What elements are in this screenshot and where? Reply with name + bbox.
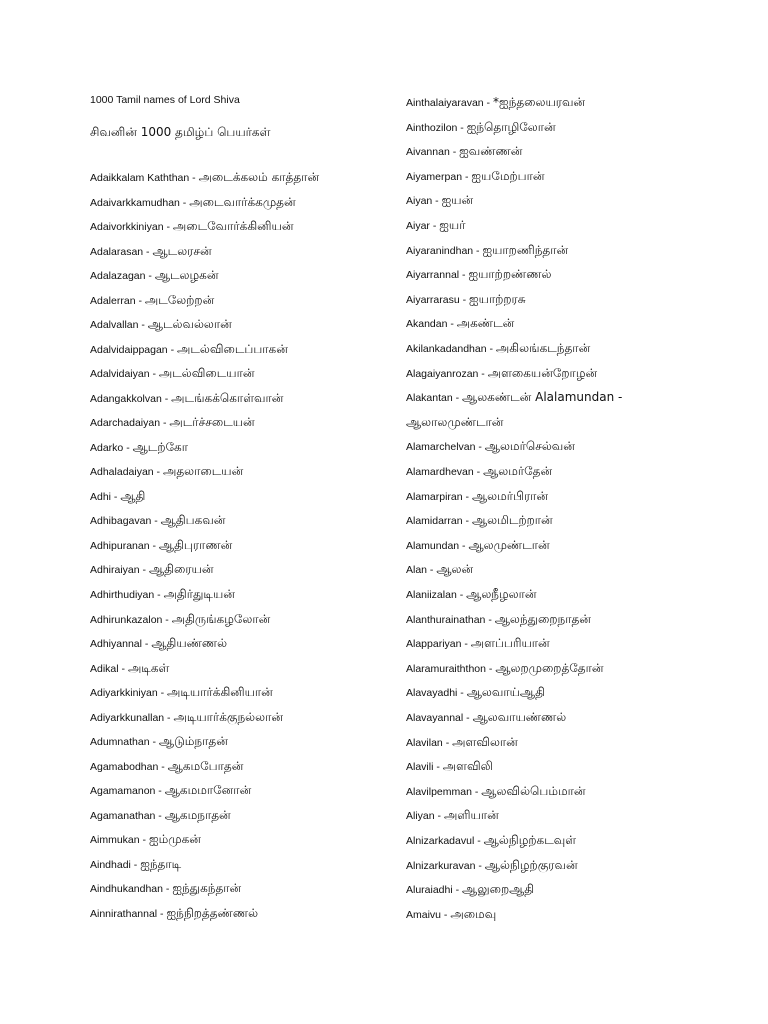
name-entry bbox=[90, 267, 218, 284]
latin-name: Adalvidaiyan bbox=[90, 368, 150, 381]
tamil-name: ஐந்தொழிலோன் bbox=[466, 119, 556, 134]
separator: - bbox=[452, 392, 463, 405]
separator: - bbox=[441, 908, 451, 921]
tamil-name: ஆலமர்செல்வன் bbox=[484, 439, 575, 454]
separator: - bbox=[158, 760, 168, 773]
tamil-name: ஐயாற்றரசு bbox=[469, 291, 526, 306]
tamil-name: ஆதியண்ணல் bbox=[151, 636, 228, 651]
latin-name: Alanthurainathan bbox=[406, 613, 486, 626]
separator: - bbox=[429, 220, 440, 232]
tamil-name: அளியான் bbox=[443, 808, 499, 823]
name-entry bbox=[90, 905, 258, 922]
tamil-name: அளகையன்றோழன் bbox=[487, 365, 598, 380]
tamil-name: ஐந்தாடி bbox=[140, 856, 182, 871]
tamil-name: ஐம்முகன் bbox=[148, 832, 201, 847]
separator: - bbox=[151, 515, 161, 528]
tamil-name: அடைவார்க்கமுதன் bbox=[189, 194, 296, 209]
name-entry bbox=[90, 561, 213, 578]
separator: - bbox=[432, 195, 442, 208]
separator: - bbox=[473, 466, 484, 478]
name-entry bbox=[90, 316, 232, 333]
name-entry bbox=[90, 782, 251, 799]
tamil-name: அளவிலான் bbox=[452, 734, 518, 749]
tamil-name: அடலேற்றன் bbox=[144, 292, 215, 307]
separator: - bbox=[118, 662, 128, 675]
latin-name: Adangakkolvan bbox=[90, 392, 162, 405]
separator: - bbox=[157, 907, 167, 920]
name-entry bbox=[90, 439, 188, 456]
latin-name: Alamarpiran bbox=[406, 490, 463, 503]
latin-name: Alamundan bbox=[406, 539, 460, 552]
tamil-name: அடைவோர்க்கினியன் bbox=[172, 219, 294, 234]
latin-name: Alaniizalan bbox=[406, 589, 457, 601]
separator: - bbox=[149, 539, 159, 552]
separator: - bbox=[138, 319, 148, 332]
latin-name: Aiyarrannal bbox=[406, 269, 460, 282]
name-entry bbox=[90, 733, 228, 750]
tamil-name: ஆலந்துறைநாதன் bbox=[494, 611, 591, 626]
name-entry bbox=[406, 807, 499, 824]
separator: - bbox=[163, 221, 173, 234]
latin-name: Adhipuranan bbox=[90, 539, 150, 552]
separator: - bbox=[162, 613, 172, 626]
name-entry bbox=[406, 217, 465, 234]
latin-name: Aiyarrarasu bbox=[406, 293, 460, 306]
name-entry bbox=[406, 438, 575, 455]
name-entry bbox=[406, 537, 550, 554]
separator: - bbox=[145, 270, 155, 283]
name-entry bbox=[90, 390, 283, 407]
tamil-name: ஆடலரசன் bbox=[152, 243, 212, 258]
separator: - bbox=[149, 736, 159, 749]
latin-name: Adumnathan bbox=[90, 736, 150, 749]
tamil-name: ஆலுறைஆதி bbox=[462, 882, 535, 897]
latin-name: Adaivarkkamudhan bbox=[90, 196, 180, 209]
name-entry bbox=[406, 660, 604, 677]
tamil-name: ஐயன் bbox=[441, 193, 474, 208]
separator: - bbox=[471, 785, 482, 798]
tamil-name: அடிகள் bbox=[127, 660, 170, 675]
separator: - bbox=[461, 638, 471, 651]
latin-name: Adhaladaiyan bbox=[90, 466, 154, 479]
latin-name: Adalarasan bbox=[90, 245, 144, 258]
separator: - bbox=[449, 146, 460, 159]
name-entry bbox=[90, 831, 201, 848]
tamil-name: அமைவு bbox=[450, 906, 497, 921]
tamil-name: அகண்டன் bbox=[456, 316, 515, 331]
separator: - bbox=[483, 97, 493, 109]
tamil-name: அடங்கக்கொள்வான் bbox=[171, 390, 284, 405]
separator: - bbox=[434, 810, 444, 823]
tamil-name: ஆலாலமுண்டான் bbox=[406, 414, 504, 429]
latin-name: Akandan bbox=[406, 318, 448, 331]
name-entry bbox=[406, 684, 545, 701]
tamil-name: *ஐந்தலையரவன் bbox=[492, 95, 586, 109]
tamil-name: ஐந்துகந்தான் bbox=[172, 881, 242, 896]
name-entry bbox=[90, 586, 235, 603]
name-entry bbox=[406, 168, 544, 185]
name-entry bbox=[406, 857, 578, 874]
tamil-name: ஆடற்கோ bbox=[132, 439, 188, 454]
name-entry bbox=[406, 709, 566, 726]
separator: - bbox=[123, 441, 133, 454]
name-entry bbox=[406, 389, 622, 406]
separator: - bbox=[459, 269, 469, 282]
tamil-name: ஆலறமுறைத்தோன் bbox=[495, 660, 604, 675]
name-entry bbox=[406, 242, 568, 259]
latin-name: Ainthalaiyaravan bbox=[406, 97, 484, 109]
latin-name: Adalvidaippagan bbox=[90, 343, 168, 356]
tamil-name: அடியார்க்கினியான் bbox=[167, 685, 273, 700]
tamil-name: ஆலவாயண்ணல் bbox=[472, 710, 567, 724]
latin-name: Adalerran bbox=[90, 294, 136, 307]
name-entry bbox=[90, 169, 319, 186]
tamil-name: ஆதிபகவன் bbox=[160, 513, 226, 528]
tamil-name: ஆல்நிழற்குரவன் bbox=[484, 857, 578, 872]
latin-name: Aiyan bbox=[406, 195, 433, 208]
name-entry bbox=[406, 315, 514, 332]
separator: - bbox=[486, 343, 496, 355]
latin-name: Adiyarkkunallan bbox=[90, 711, 165, 724]
latin-name: Alavayadhi bbox=[406, 687, 458, 700]
latin-name: Aimmukan bbox=[90, 834, 140, 847]
name-entry bbox=[406, 340, 590, 357]
separator: - bbox=[164, 711, 174, 724]
tamil-name: ஐயாற்றண்ணல் bbox=[468, 267, 552, 282]
latin-name: Alavilpemman bbox=[406, 785, 472, 798]
latin-name: Adhirthudiyan bbox=[90, 589, 155, 601]
latin-name: Aluraiadhi bbox=[406, 884, 453, 897]
latin-name: Alamardhevan bbox=[406, 466, 474, 478]
latin-name: Aivannan bbox=[406, 146, 450, 159]
separator: - bbox=[153, 466, 163, 479]
separator: - bbox=[475, 441, 485, 454]
latin-name: Adarchadaiyan bbox=[90, 417, 161, 430]
latin-name: Adalvallan bbox=[90, 319, 139, 332]
tamil-name: ஆலவில்பெம்மான் bbox=[481, 783, 586, 798]
tamil-name: ஆல்நிழற்கடவுள் bbox=[483, 833, 577, 847]
separator: - bbox=[135, 294, 145, 307]
name-entry bbox=[406, 611, 591, 628]
separator: - bbox=[167, 343, 177, 356]
separator: - bbox=[459, 293, 470, 306]
separator: - bbox=[111, 490, 121, 503]
separator: - bbox=[157, 687, 168, 700]
separator: - bbox=[130, 858, 141, 871]
separator: - bbox=[447, 318, 457, 331]
latin-name: Aiyamerpan bbox=[406, 170, 463, 183]
latin-name: Adiyarkkiniyan bbox=[90, 687, 158, 700]
name-entry bbox=[90, 463, 243, 480]
latin-name: Adhi bbox=[90, 490, 112, 503]
name-entry bbox=[90, 758, 243, 775]
latin-name: Aindhadi bbox=[90, 858, 131, 871]
separator: - bbox=[179, 196, 190, 209]
name-entry bbox=[406, 365, 597, 382]
tamil-name: அளவிலி bbox=[442, 759, 493, 774]
name-entry bbox=[90, 611, 270, 628]
latin-name: Alagaiyanrozan bbox=[406, 367, 479, 380]
tamil-name: அதிர்துடியன் bbox=[163, 587, 235, 601]
separator: - bbox=[485, 613, 495, 626]
latin-name: Alavayannal bbox=[406, 712, 464, 724]
name-entry bbox=[406, 119, 556, 136]
latin-name: Adikal bbox=[90, 662, 119, 675]
separator: - bbox=[478, 367, 488, 380]
name-entry bbox=[90, 660, 169, 677]
name-entry bbox=[406, 291, 526, 308]
document-title: 1000 Tamil names of Lord Shiva bbox=[90, 94, 240, 106]
separator: - bbox=[154, 589, 164, 601]
latin-name: Alnizarkadavul bbox=[406, 835, 475, 847]
tamil-name: ஆலமர்தேன் bbox=[483, 464, 553, 478]
separator: - bbox=[139, 564, 149, 577]
name-entry bbox=[406, 906, 496, 923]
latin-name: Aliyan bbox=[406, 810, 435, 823]
separator: - bbox=[155, 809, 165, 822]
tamil-name: ஆலமுண்டான் bbox=[468, 537, 550, 552]
latin-name: Ainthozilon bbox=[406, 121, 458, 134]
separator: - bbox=[462, 515, 472, 528]
name-entry bbox=[90, 194, 296, 211]
latin-name: Aindhukandhan bbox=[90, 883, 163, 896]
latin-name: Adhirunkazalon bbox=[90, 613, 163, 626]
name-entry bbox=[90, 341, 288, 358]
tamil-name: ஐந்நிறத்தண்ணல் bbox=[166, 905, 259, 920]
separator: - bbox=[161, 392, 172, 405]
tamil-name: ஆலமிடற்றான் bbox=[471, 513, 553, 528]
separator: - bbox=[462, 490, 472, 503]
latin-name: Adaivorkkiniyan bbox=[90, 221, 164, 234]
name-entry bbox=[406, 414, 503, 431]
name-entry bbox=[90, 537, 232, 554]
separator: - bbox=[189, 172, 199, 184]
separator: - bbox=[459, 539, 469, 552]
tamil-name: அதலாடையன் bbox=[162, 464, 244, 479]
separator: - bbox=[162, 883, 173, 896]
name-entry bbox=[90, 243, 212, 260]
name-entry bbox=[90, 488, 145, 505]
tamil-name: ஆலநீழலான் bbox=[466, 587, 537, 601]
latin-name: Ainnirathannal bbox=[90, 907, 158, 920]
name-entry bbox=[406, 832, 576, 849]
name-entry bbox=[406, 561, 473, 578]
separator: - bbox=[485, 662, 496, 675]
latin-name: Alavili bbox=[406, 761, 434, 774]
name-entry bbox=[406, 463, 552, 480]
latin-name: Agamanathan bbox=[90, 809, 156, 822]
tamil-name: ஐவண்ணன் bbox=[459, 144, 523, 159]
tamil-name: அதிருங்கழலோன் bbox=[171, 611, 271, 626]
name-entry bbox=[90, 807, 231, 824]
separator: - bbox=[474, 835, 484, 847]
name-entry bbox=[90, 709, 283, 726]
latin-name: Agamamanon bbox=[90, 785, 156, 798]
separator: - bbox=[139, 834, 149, 847]
name-entry bbox=[406, 635, 550, 652]
tamil-name: ஆடும்நாதன் bbox=[158, 734, 228, 749]
tamil-name: ஐயர் bbox=[439, 218, 466, 232]
tamil-name: ஐயமேற்பான் bbox=[471, 168, 545, 183]
tamil-name: ஆகமநாதன் bbox=[164, 807, 231, 822]
name-entry bbox=[90, 512, 225, 529]
tamil-name: ஆடல்வல்லான் bbox=[147, 317, 232, 332]
name-entry bbox=[90, 856, 181, 873]
name-entry bbox=[406, 266, 552, 283]
tamil-name: ஐயாறணிந்தான் bbox=[482, 242, 569, 257]
separator: - bbox=[442, 736, 453, 749]
tamil-name: ஆதிரையன் bbox=[148, 562, 214, 577]
name-entry bbox=[90, 365, 255, 382]
separator: - bbox=[473, 244, 483, 257]
tamil-name: அடல்விடையான் bbox=[158, 366, 255, 381]
latin-name: Adhiyannal bbox=[90, 638, 142, 651]
name-entry bbox=[90, 880, 241, 897]
name-entry bbox=[406, 512, 553, 529]
latin-name: Adhibagavan bbox=[90, 515, 152, 528]
latin-name: Aiyaranindhan bbox=[406, 244, 474, 257]
tamil-name: அடர்ச்சடையன் bbox=[169, 415, 255, 430]
name-entry bbox=[406, 881, 534, 898]
separator: - bbox=[143, 245, 153, 258]
latin-name: Agamabodhan bbox=[90, 760, 159, 773]
tamil-name: ஆகமமானோன் bbox=[164, 783, 252, 798]
latin-name: Alavilan bbox=[406, 736, 443, 749]
name-entry bbox=[406, 143, 522, 160]
name-entry bbox=[90, 218, 293, 235]
tamil-name: ஆலவாய்ஆதி bbox=[466, 685, 545, 700]
name-entry bbox=[90, 684, 273, 701]
tamil-name: அடியார்க்குநல்லான் bbox=[173, 709, 283, 724]
separator: - bbox=[155, 785, 165, 798]
name-entry bbox=[90, 414, 255, 431]
tamil-name: அடல்விடைப்பாகன் bbox=[177, 341, 288, 356]
name-entry bbox=[406, 783, 586, 800]
name-entry bbox=[90, 635, 227, 652]
separator: - bbox=[427, 564, 437, 577]
latin-name: Adarko bbox=[90, 441, 124, 454]
separator: - bbox=[456, 589, 467, 601]
separator: - bbox=[457, 121, 467, 134]
separator: - bbox=[141, 638, 152, 651]
latin-name: Alamarchelvan bbox=[406, 441, 476, 454]
tamil-name: ஆலன் bbox=[436, 562, 474, 577]
tamil-name: அளப்பரியான் bbox=[470, 636, 550, 651]
tamil-name: ஆதி bbox=[120, 488, 146, 503]
tamil-name: ஆகமபோதன் bbox=[167, 758, 244, 773]
latin-name: Adaikkalam Kaththan bbox=[90, 172, 190, 184]
separator: - bbox=[160, 417, 170, 430]
latin-name: Amaivu bbox=[406, 908, 442, 921]
latin-name: Adhiraiyan bbox=[90, 564, 140, 577]
tamil-name: ஆதிபுராணன் bbox=[158, 537, 233, 552]
latin-name: Alan bbox=[406, 564, 428, 577]
separator: - bbox=[463, 712, 473, 724]
separator: - bbox=[457, 687, 467, 700]
latin-name: Akilankadandhan bbox=[406, 343, 487, 355]
separator: - bbox=[462, 170, 472, 183]
latin-name: Adalazagan bbox=[90, 270, 146, 283]
name-entry bbox=[406, 488, 548, 505]
latin-name: Alappariyan bbox=[406, 638, 462, 651]
latin-name: Alnizarkuravan bbox=[406, 859, 476, 872]
latin-name: Aiyar bbox=[406, 220, 430, 232]
latin-name: Alamidarran bbox=[406, 515, 463, 528]
tamil-name: ஆலகண்டன் Alalamundan - bbox=[462, 390, 623, 405]
latin-name: Alaramuraiththon bbox=[406, 662, 486, 675]
separator: - bbox=[452, 884, 463, 897]
separator: - bbox=[433, 761, 443, 774]
name-entry bbox=[406, 192, 473, 209]
tamil-name: ஆலமர்பிரான் bbox=[471, 488, 549, 503]
tamil-name: அகிலங்கடந்தான் bbox=[495, 341, 591, 355]
name-entry bbox=[406, 94, 585, 111]
name-entry bbox=[90, 292, 214, 309]
name-entry bbox=[406, 586, 537, 603]
tamil-name: அடைக்கலம் காத்தான் bbox=[198, 170, 320, 184]
latin-name: Alakantan bbox=[406, 392, 453, 405]
separator: - bbox=[149, 368, 159, 381]
document-subtitle: சிவனின் 1000 தமிழ்ப் பெயர்கள் bbox=[90, 125, 271, 139]
tamil-name: ஆடலழகன் bbox=[154, 268, 219, 283]
name-entry bbox=[406, 758, 493, 775]
separator: - bbox=[475, 859, 485, 872]
name-entry bbox=[406, 734, 518, 751]
